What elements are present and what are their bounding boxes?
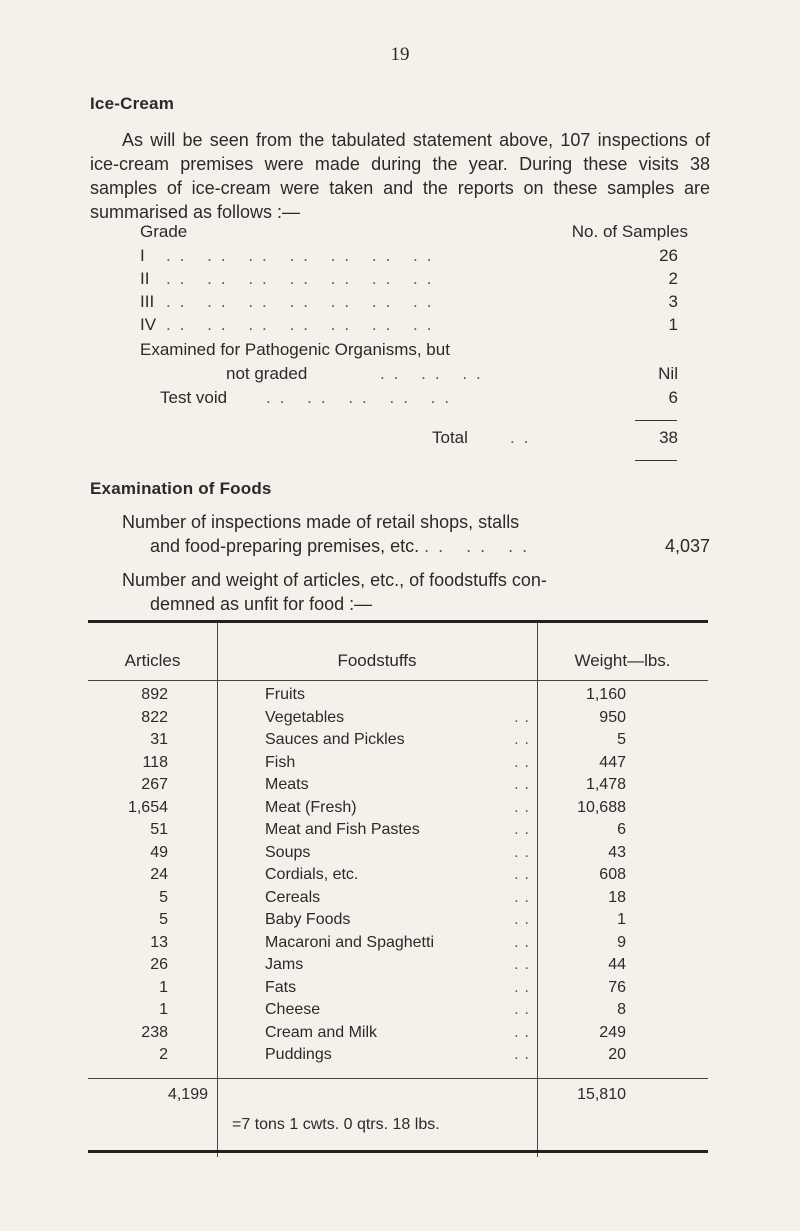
weight-cell: 10,688 [577, 798, 626, 816]
table-row [88, 1001, 708, 1021]
totals-rule [88, 1078, 708, 1079]
table-top-rule [88, 620, 708, 623]
total-rule [635, 460, 677, 461]
weight-cell: 5 [617, 731, 626, 748]
table-row [88, 934, 708, 954]
table-bottom-rule [88, 1150, 708, 1153]
weight-cell: 8 [617, 1001, 626, 1018]
grade-column-header: Grade [140, 222, 188, 241]
examined-row [140, 340, 690, 362]
grade-label: III [140, 292, 155, 311]
foodstuff-cell: Cream and Milk [265, 1023, 378, 1041]
page-number: 19 [390, 44, 410, 65]
weight-cell: 249 [599, 1023, 626, 1041]
total-label: Total [432, 428, 468, 447]
test-void-row [140, 388, 690, 410]
leader-dots: .. [514, 798, 535, 816]
examined-value: Nil [658, 364, 678, 383]
inspections-line2-text: and food-preparing premises, etc. [150, 536, 420, 556]
subtotal-rule [635, 420, 677, 421]
foodstuff-cell: Puddings [265, 1046, 332, 1063]
weight-cell: 950 [599, 708, 626, 726]
articles-cell: 51 [150, 821, 168, 838]
leader-dots: .. [514, 866, 535, 883]
foodstuff-cell: Cereals [265, 888, 321, 906]
table-row [88, 754, 708, 774]
articles-cell: 49 [150, 843, 168, 861]
grade-samples: 3 [668, 292, 678, 311]
foodstuff-cell: Fruits [265, 686, 305, 703]
weight-cell: 6 [617, 821, 626, 838]
table-row [88, 956, 708, 976]
weight-cell: 44 [608, 956, 626, 973]
examined-label-line1: Examined for Pathogenic Organisms, but [140, 340, 450, 359]
grade-label: I [140, 246, 145, 265]
condemned-line1: Number and weight of articles, etc., of foodstuffs con- [122, 570, 547, 590]
grade-row [140, 246, 690, 268]
total-weight-note: =7 tons 1 cwts. 0 qtrs. 18 lbs. [232, 1116, 440, 1133]
leader-dots: .. [514, 911, 535, 928]
foodstuff-cell: Meats [265, 776, 309, 793]
grade-row [140, 269, 690, 291]
header-articles: Articles [124, 651, 181, 670]
table-row [88, 799, 708, 819]
table-row [88, 866, 708, 886]
test-void-value: 6 [668, 388, 678, 407]
icecream-heading: Ice-Cream [90, 94, 175, 113]
header-rule [88, 680, 708, 681]
foodstuff-cell: Fish [265, 753, 296, 771]
articles-cell: 1 [159, 1001, 168, 1018]
leader-dots: .. [514, 776, 535, 793]
table-row [88, 1024, 708, 1044]
header-foodstuffs: Foodstuffs [337, 651, 417, 670]
weight-cell: 76 [608, 978, 626, 996]
leader-dots: .. [514, 956, 535, 973]
table-row [88, 709, 708, 729]
leader-dots: .. [514, 1023, 535, 1041]
grade-samples: 1 [668, 315, 678, 334]
foodstuff-cell: Macaroni and Spaghetti [265, 933, 434, 951]
leader-dots: .. .. .. .. .. .. .. [166, 269, 441, 288]
foodstuff-cell: Sauces and Pickles [265, 731, 405, 748]
foods-heading: Examination of Foods [90, 479, 272, 498]
articles-cell: 892 [141, 686, 168, 703]
examined-label-line2: not graded [226, 364, 308, 383]
articles-cell: 31 [150, 731, 168, 748]
leader-dots: .. .. .. [424, 536, 537, 556]
leader-dots: .. .. .. .. .. .. .. [166, 246, 441, 265]
weight-cell: 1 [617, 911, 626, 928]
icecream-paragraph-text: As will be seen from the tabulated statement above, 107 inspections of ice-cream premises were made during the year. During these visits 38 samples of ice-cream were taken and the reports on these samples are summarised as follows :— [90, 130, 710, 222]
leader-dots: .. .. .. [380, 364, 490, 383]
total-row [140, 428, 690, 450]
grade-row [140, 292, 690, 314]
weight-cell: 18 [608, 888, 626, 906]
leader-dots: .. [514, 753, 535, 771]
articles-cell: 267 [141, 776, 168, 793]
weight-cell: 9 [617, 933, 626, 951]
header-weight: Weight—lbs. [574, 651, 671, 670]
inspections-line1: Number of inspections made of retail shops, stalls [122, 512, 520, 532]
grade-samples: 26 [659, 246, 678, 265]
articles-cell: 118 [142, 753, 168, 771]
leader-dots: .. .. .. .. .. [266, 388, 459, 407]
table-row [88, 889, 708, 909]
condemned-line2: demned as unfit for food :— [150, 594, 373, 614]
foodstuff-cell: Vegetables [265, 708, 345, 726]
articles-cell: 1 [159, 978, 168, 996]
leader-dots: .. [514, 708, 535, 726]
leader-dots: .. [510, 428, 538, 447]
leader-dots: .. [514, 821, 535, 838]
articles-cell: 1,654 [127, 798, 168, 816]
inspections-line2 [150, 534, 536, 558]
leader-dots: .. [514, 888, 535, 906]
inspections-value: 4,037 [664, 536, 710, 556]
table-row [88, 911, 708, 931]
weight-cell: 1,478 [585, 776, 626, 793]
foodstuff-cell: Meat (Fresh) [265, 798, 357, 816]
table-row [88, 979, 708, 999]
leader-dots: .. [514, 843, 535, 861]
leader-dots: .. [514, 1001, 535, 1018]
leader-dots: .. .. .. .. .. .. .. [166, 315, 441, 334]
foodstuff-cell: Fats [265, 978, 297, 996]
articles-cell: 26 [150, 956, 168, 973]
foodstuff-cell: Baby Foods [265, 911, 351, 928]
articles-cell: 5 [159, 911, 168, 928]
table-row [88, 686, 708, 706]
weight-cell: 608 [599, 866, 626, 883]
icecream-paragraph [90, 128, 710, 224]
weight-cell: 43 [608, 843, 626, 861]
test-void-label: Test void [160, 388, 228, 407]
total-weight: 15,810 [577, 1086, 626, 1103]
articles-cell: 822 [141, 708, 168, 726]
table-row [88, 1046, 708, 1066]
total-value: 38 [659, 428, 678, 447]
articles-cell: 13 [150, 933, 168, 951]
table-row [88, 776, 708, 796]
table-row [88, 821, 708, 841]
articles-cell: 5 [159, 888, 168, 906]
grade-samples: 2 [668, 269, 678, 288]
foodstuff-cell: Cordials, etc. [265, 866, 359, 883]
examined-row-cont [140, 364, 690, 386]
foodstuff-cell: Cheese [265, 1001, 321, 1018]
table-row [88, 731, 708, 751]
foodstuff-cell: Meat and Fish Pastes [265, 821, 420, 838]
weight-cell: 1,160 [585, 686, 626, 703]
grade-label: IV [140, 315, 157, 334]
foodstuff-cell: Soups [265, 843, 311, 861]
grade-row [140, 315, 690, 337]
articles-cell: 24 [150, 866, 168, 883]
leader-dots: .. [514, 978, 535, 996]
table-row [88, 844, 708, 864]
leader-dots: .. .. .. .. .. .. .. [166, 292, 441, 311]
leader-dots: .. [514, 731, 535, 748]
leader-dots: .. [514, 1046, 535, 1063]
foodstuff-cell: Jams [265, 956, 304, 973]
articles-cell: 238 [141, 1023, 168, 1041]
samples-column-header: No. of Samples [571, 222, 688, 241]
weight-cell: 447 [599, 753, 626, 771]
total-articles: 4,199 [167, 1086, 208, 1103]
grade-label: II [140, 269, 150, 288]
articles-cell: 2 [159, 1046, 168, 1063]
leader-dots: .. [514, 933, 535, 951]
weight-cell: 20 [608, 1046, 626, 1063]
